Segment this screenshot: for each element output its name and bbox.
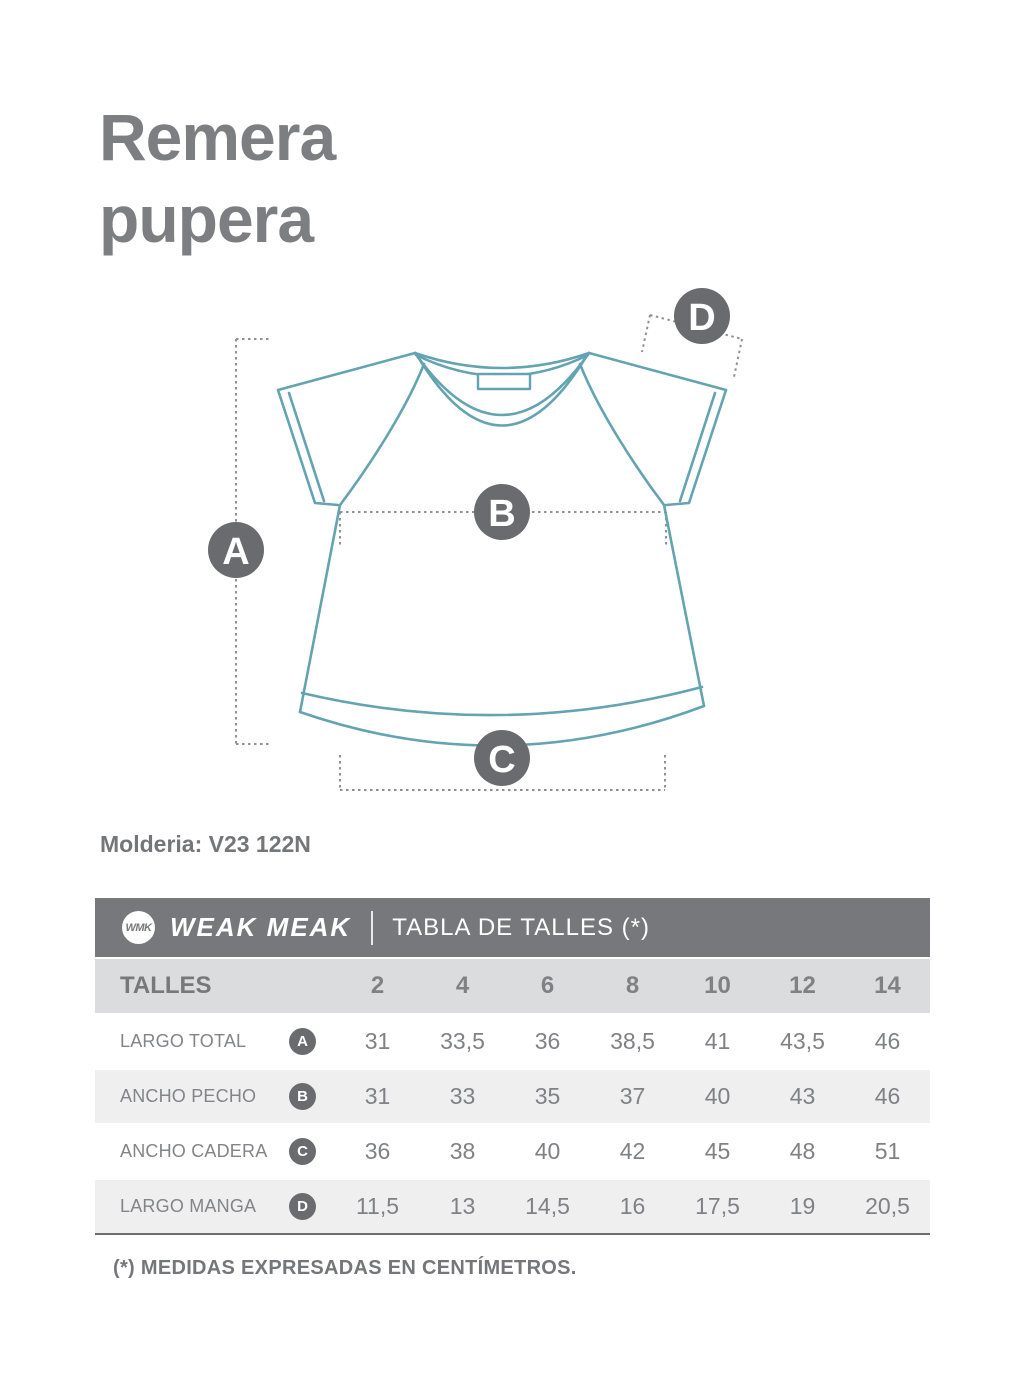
page-title-line1: Remera — [99, 100, 336, 174]
value-cell: 45 — [704, 1138, 731, 1164]
left-cuff-band — [289, 393, 324, 501]
table-title: TABLA DE TALLES (*) — [392, 913, 650, 941]
row-marker-cell — [270, 1138, 335, 1165]
marker-a-badge: A — [289, 1028, 316, 1055]
row-label: LARGO MANGA — [120, 1196, 257, 1216]
size-col-2: 2 — [370, 972, 385, 999]
value-cell: 40 — [704, 1083, 731, 1109]
value-cell: 14,5 — [525, 1193, 570, 1219]
sizes-header-row — [95, 957, 930, 1013]
tshirt-diagram-svg — [200, 280, 760, 800]
value-cell: 11,5 — [355, 1193, 400, 1219]
marker-c-badge: C — [289, 1138, 316, 1165]
tshirt-measurement-diagram — [200, 280, 760, 800]
table-brand-bar — [95, 898, 930, 957]
page-title-line2: pupera — [99, 182, 314, 256]
value-cell: 19 — [789, 1193, 816, 1219]
size-col-10: 10 — [704, 972, 731, 999]
left-side-seam — [300, 505, 340, 712]
left-armhole-seam — [340, 364, 424, 505]
hem-band-top — [302, 687, 702, 715]
row-label: ANCHO CADERA — [120, 1141, 268, 1161]
value-cell: 33 — [449, 1083, 476, 1109]
brand-name: WEAK MEAK — [170, 912, 352, 942]
row-marker-cell — [270, 1193, 335, 1220]
value-cell: 42 — [619, 1138, 646, 1164]
right-armhole-seam — [580, 364, 664, 505]
value-cell: 43 — [789, 1083, 816, 1109]
size-col-6: 6 — [540, 972, 555, 999]
page-title — [99, 96, 335, 260]
left-sleeve — [278, 353, 415, 505]
right-side-seam — [664, 505, 704, 706]
value-cell: 40 — [534, 1138, 561, 1164]
size-col-4: 4 — [455, 972, 470, 999]
value-cell: 13 — [449, 1193, 476, 1219]
bar-divider — [371, 911, 373, 945]
value-cell: 31 — [364, 1083, 391, 1109]
value-cell: 43,5 — [780, 1028, 825, 1054]
value-cell: 35 — [534, 1083, 561, 1109]
marker-c-letter: C — [488, 739, 516, 781]
marker-d-badge: D — [289, 1193, 316, 1220]
brand-logo-icon: WMK — [122, 911, 155, 944]
table-row-ancho-pecho — [95, 1068, 930, 1123]
row-marker-cell — [270, 1083, 335, 1110]
value-cell: 17,5 — [695, 1193, 740, 1219]
value-cell: 41 — [704, 1028, 731, 1054]
right-cuff-band — [680, 393, 715, 501]
value-cell: 33,5 — [440, 1028, 485, 1054]
marker-d-letter: D — [688, 297, 716, 339]
value-cell: 46 — [874, 1083, 901, 1109]
size-col-14: 14 — [874, 972, 901, 999]
marker-b-badge: B — [289, 1083, 316, 1110]
marker-a-letter: A — [222, 531, 250, 573]
value-cell: 46 — [874, 1028, 901, 1054]
table-row-ancho-cadera — [95, 1123, 930, 1178]
value-cell: 31 — [364, 1028, 391, 1054]
measure-d-tick-right — [734, 339, 742, 377]
row-label: LARGO TOTAL — [120, 1031, 247, 1051]
size-col-12: 12 — [789, 972, 816, 999]
table-row-largo-manga — [95, 1178, 930, 1233]
marker-b-letter: B — [488, 493, 516, 535]
value-cell: 16 — [619, 1193, 646, 1219]
measure-d-tick-left — [642, 315, 650, 352]
value-cell: 51 — [874, 1138, 901, 1164]
units-footnote: (*) MEDIDAS EXPRESADAS EN CENTÍMETROS. — [113, 1257, 577, 1279]
value-cell: 37 — [619, 1083, 646, 1109]
sizes-header-label: TALLES — [120, 972, 212, 999]
value-cell: 36 — [364, 1138, 391, 1164]
right-sleeve — [589, 353, 726, 505]
table-bottom-rule — [95, 1233, 930, 1235]
table-row-largo-total — [95, 1013, 930, 1068]
row-marker-cell — [270, 1028, 335, 1055]
row-label: ANCHO PECHO — [120, 1086, 257, 1106]
value-cell: 38 — [449, 1138, 476, 1164]
size-table — [95, 898, 930, 1235]
value-cell: 36 — [534, 1028, 561, 1054]
value-cell: 38,5 — [610, 1028, 655, 1054]
size-col-8: 8 — [625, 972, 640, 999]
value-cell: 20,5 — [865, 1193, 910, 1219]
neck-label — [478, 374, 530, 389]
pattern-reference: Molderia: V23 122N — [100, 831, 311, 857]
measurement-markers — [208, 288, 730, 786]
value-cell: 48 — [789, 1138, 816, 1164]
tshirt-outline — [278, 353, 726, 746]
